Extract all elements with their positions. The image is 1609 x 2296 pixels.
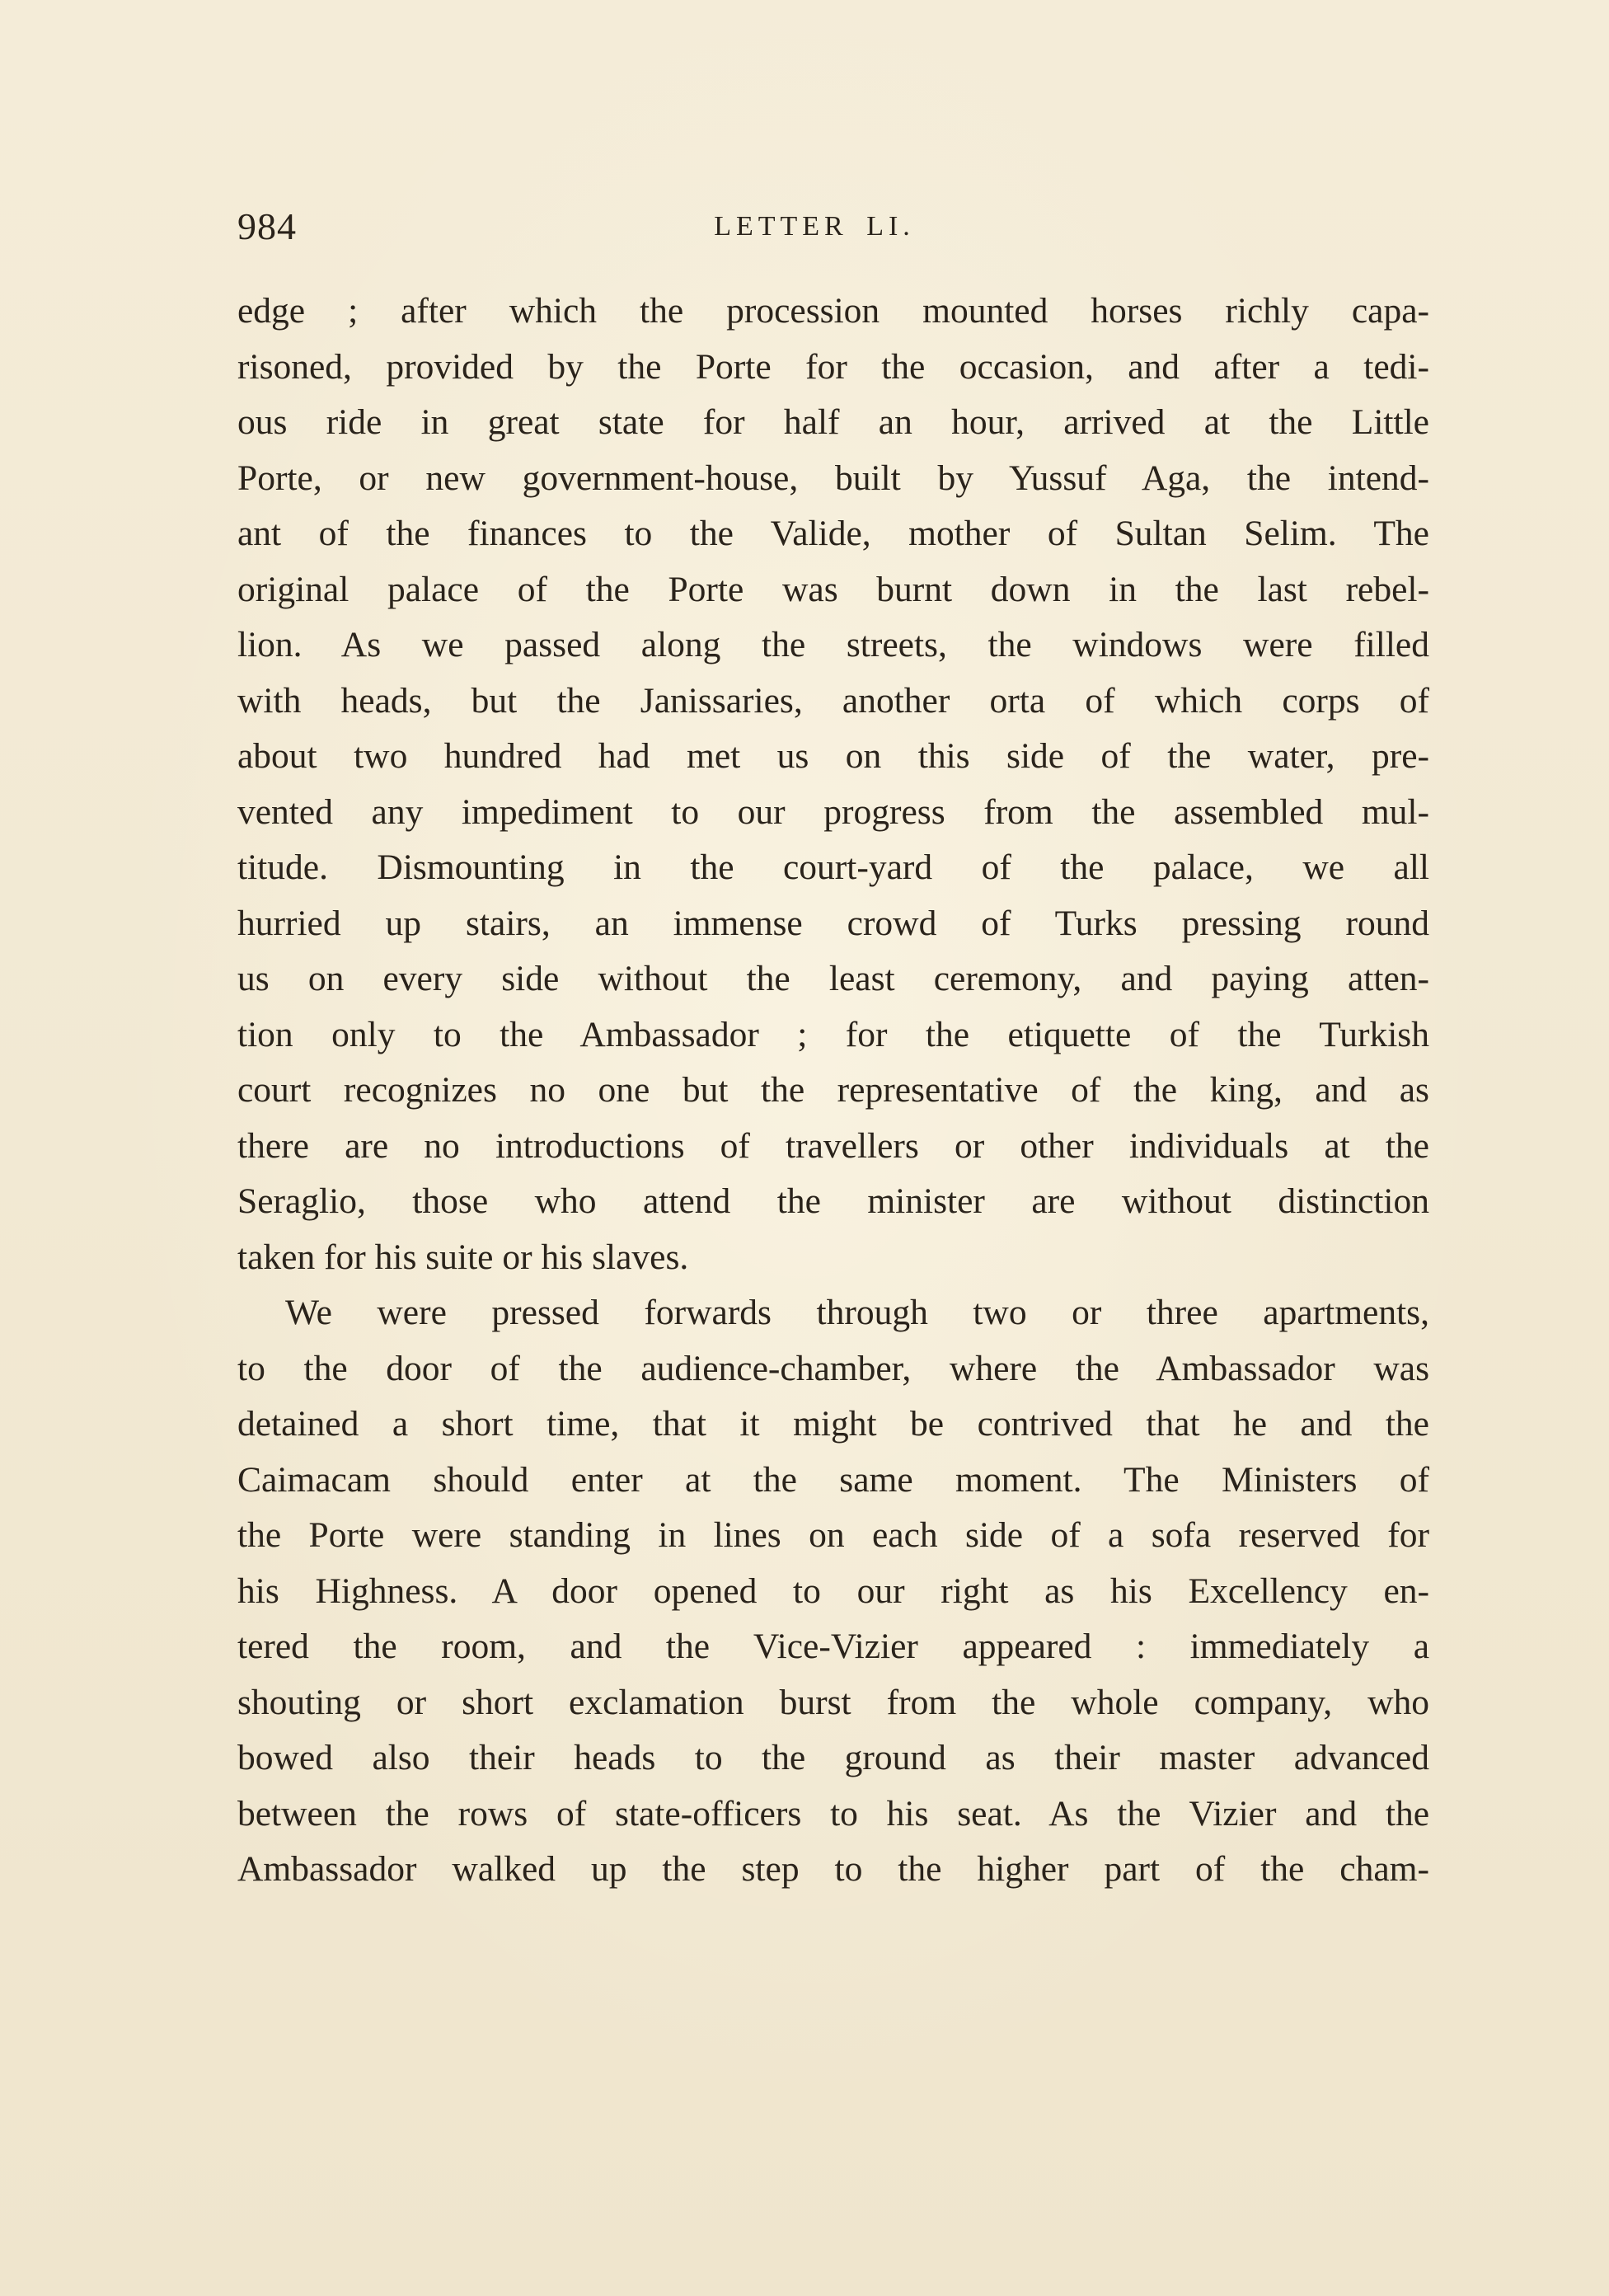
text-line: shouting or short exclamation burst from the whole company, who (237, 1682, 1429, 1722)
text-line: titude. Dismounting in the court-yard of the palace, we all (237, 848, 1429, 887)
text-line: ant of the finances to the Valide, mother of Sultan Selim. The (237, 514, 1429, 553)
text-line: Caimacam should enter at the same moment. The Ministers of (237, 1459, 1429, 1500)
text-line: bowed also their heads to the ground as their master advanced (237, 1738, 1429, 1777)
text-line: edge ; after which the procession mounted horses richly capa- (237, 291, 1429, 331)
page-header (237, 198, 1429, 256)
text-line: Seraglio, those who attend the minister are without distinction (237, 1181, 1429, 1221)
paragraph-2 (237, 1285, 1429, 1898)
text-line: court recognizes no one but the representative of the king, and as (237, 1070, 1429, 1110)
text-line: to the door of the audience-chamber, where the Ambassador was (237, 1348, 1429, 1388)
running-head: LETTER LI. (714, 211, 915, 242)
text-line: tion only to the Ambassador ; for the etiquette of the Turkish (237, 1014, 1429, 1054)
text-line: risoned, provided by the Porte for the occasion, and after a tedi- (237, 346, 1429, 387)
text-line: original palace of the Porte was burnt down in the last rebel- (237, 569, 1429, 609)
paragraph-1 (237, 284, 1429, 1285)
text-line: Ambassador walked up the step to the higher part of the cham- (237, 1849, 1429, 1889)
text-line: We were pressed forwards through two or three apartments, (285, 1293, 1429, 1332)
text-line: with heads, but the Janissaries, another orta of which corps of (237, 680, 1429, 721)
text-line: vented any impediment to our progress from the assembled mul- (237, 791, 1429, 832)
text-line: Porte, or new government-house, built by Yussuf Aga, the intend- (237, 458, 1429, 498)
text-line: about two hundred had met us on this side of the water, pre- (237, 736, 1429, 776)
text-line: tered the room, and the Vice-Vizier appeared : immediately a (237, 1627, 1429, 1666)
text-line: detained a short time, that it might be contrived that he and the (237, 1404, 1429, 1444)
text-line: hurried up stairs, an immense crowd of Turks pressing round (237, 903, 1429, 943)
text-line: between the rows of state-officers to his seat. As the Vizier and the (237, 1793, 1429, 1834)
page-number: 984 (237, 205, 297, 247)
text-line: the Porte were standing in lines on each side of a sofa reserved for (237, 1515, 1429, 1555)
text-line: ous ride in great state for half an hour, arrived at the Little (237, 402, 1429, 442)
text-line: his Highness. A door opened to our right as his Excellency en- (237, 1571, 1429, 1611)
text-line: taken for his suite or his slaves. (237, 1237, 689, 1277)
text-line: us on every side without the least ceremony, and paying atten- (237, 959, 1429, 998)
text-line: lion. As we passed along the streets, the windows were filled (237, 625, 1429, 664)
body-text (237, 284, 1429, 1898)
text-line: there are no introductions of travellers or other individuals at the (237, 1125, 1429, 1166)
